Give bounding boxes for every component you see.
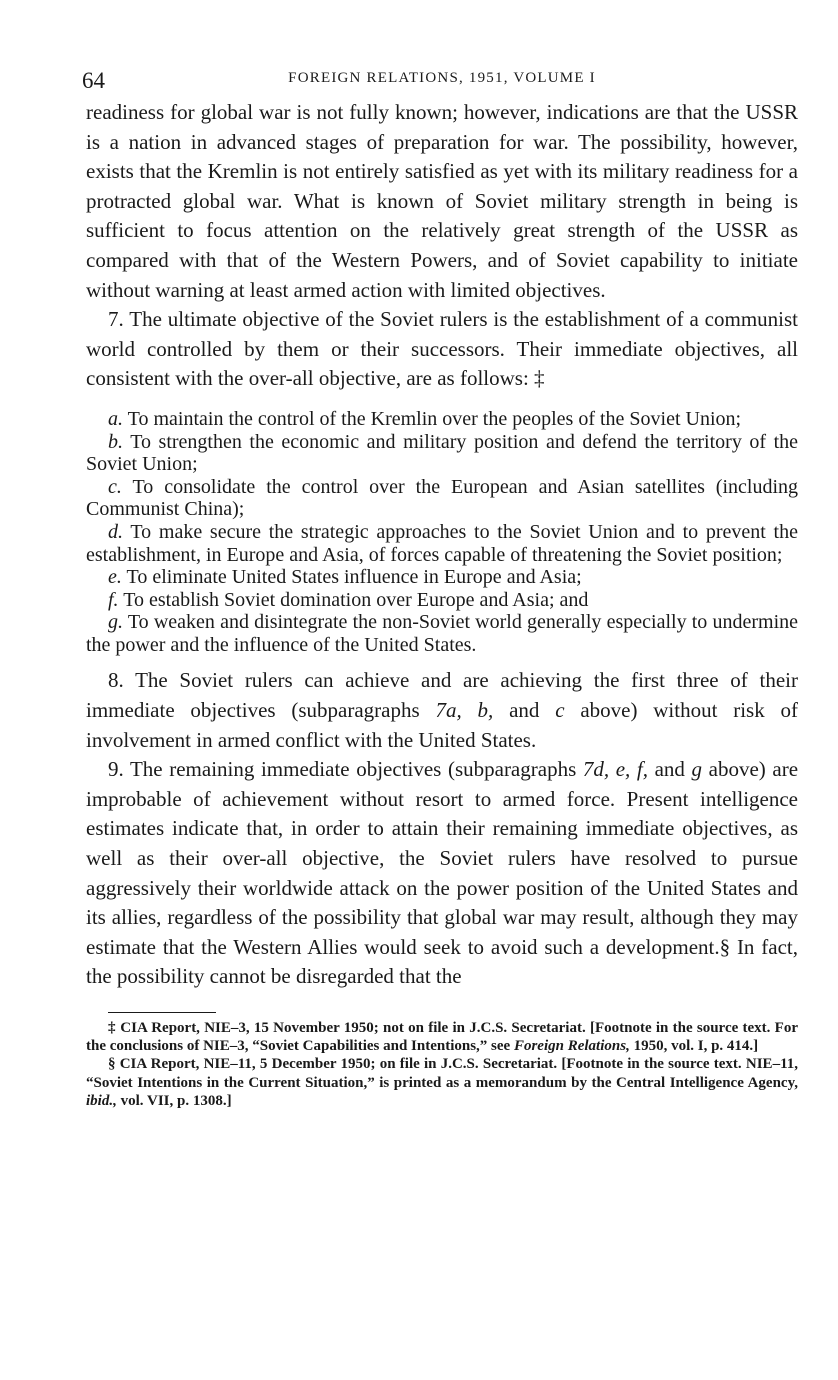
page-number: 64 xyxy=(82,68,105,93)
paragraph-9-ref-g: g xyxy=(691,757,703,782)
footnote-1 xyxy=(86,1019,798,1055)
footnote-2-tail: vol. VII, p. 1308.] xyxy=(116,1092,232,1109)
footnote-1-tail: 1950, vol. I, p. 414.] xyxy=(629,1038,759,1055)
paragraph-9-tail: above) are improbable of achievement without resort to armed force. Present intelligence estimates indicate that, in order to attain their remaining immediate objectives, as well as their over-all objective, the Soviet rulers have resolved to pursue aggressively their worldwide attack on the power position of the United States and its allies, regardless of the possibility that global war may result, although they may estimate that the Western Allies would seek to avoid such a development.§ In fact, the possibility cannot be disregarded that the xyxy=(86,757,799,989)
paragraph-8 xyxy=(86,666,798,755)
list-item xyxy=(86,611,798,656)
paragraph-continued: readiness for global war is not fully known; however, indications are that the USSR is a nation in advanced stages of preparation for war. The possibility, however, exists that the Kremlin is not entirely satisfied as yet with its military readiness for a protracted global war. What is known of Soviet military strength in being is sufficient to focus attention on the relatively great strength of the USSR as compared with that of the Western Powers, and of Soviet capability to initiate without warning at least armed action with limited objectives. xyxy=(86,100,798,302)
paragraph-8-tail: above) without risk of involvement in armed conflict with the United States. xyxy=(86,698,799,752)
list-item-text: To strengthen the economic and military position and defend the territory of the Soviet Union; xyxy=(86,430,798,476)
objectives-list xyxy=(86,408,798,657)
paragraph-9 xyxy=(86,755,798,992)
list-item-letter: b. xyxy=(108,430,123,453)
list-item-letter: f. xyxy=(108,588,119,611)
list-item-text: To consolidate the control over the European and Asian satellites (including Communist China); xyxy=(86,475,798,521)
footnote-2-italic: ibid., xyxy=(86,1092,117,1109)
list-item-text: To maintain the control of the Kremlin over the peoples of the Soviet Union; xyxy=(127,407,742,430)
paragraph-8-refs: 7a, b, xyxy=(435,698,494,723)
footnotes xyxy=(86,1019,798,1110)
paragraph-7: 7. The ultimate objective of the Soviet rulers is the establishment of a communist world controlled by them or their successors. Their immediate objectives, all consistent with the over-all objective, are as follows: ‡ xyxy=(86,307,798,391)
paragraph-8-ref-c: c xyxy=(555,698,565,723)
footnote-2-text: § CIA Report, NIE–11, 5 December 1950; on file in J.C.S. Secretariat. [Footnote in the source text. NIE–11, “Soviet Intentions in the Current Situation,” is printed as a memorandum by the Central Intelligence Agency, xyxy=(86,1056,798,1091)
list-item-text: To weaken and disintegrate the non-Soviet world generally especially to undermine the power and the influence of the United States. xyxy=(86,611,799,656)
footnote-1-italic: Foreign Relations, xyxy=(513,1038,630,1055)
body-text-continued xyxy=(86,666,798,992)
list-item-letter: d. xyxy=(108,520,123,543)
list-item-letter: c. xyxy=(108,475,122,498)
list-item-letter: e. xyxy=(108,566,122,589)
list-item-text: To establish Soviet domination over Europe and Asia; and xyxy=(123,588,589,611)
document-page xyxy=(82,58,799,1110)
running-title: FOREIGN RELATIONS, 1951, VOLUME I xyxy=(288,70,596,86)
list-item xyxy=(86,566,798,589)
paragraph-9-text: 9. The remaining immediate objectives (subparagraphs xyxy=(108,757,583,782)
paragraph-8-text: 8. The Soviet rulers can achieve and are achieving the first three of their immediate objectives (subparagraphs xyxy=(86,668,798,723)
paragraph-8-conj: and xyxy=(493,698,556,723)
footnote-1-text: ‡ CIA Report, NIE–3, 15 November 1950; not on file in J.C.S. Secretariat. [Footnote in the source text. For the conclusions of NIE–3, “Soviet Capabilities and Intentions,” see xyxy=(86,1020,798,1055)
paragraph-9-conj: and xyxy=(647,757,692,782)
list-item xyxy=(86,589,798,612)
list-item xyxy=(86,476,798,521)
list-item xyxy=(86,408,798,431)
paragraph-9-refs: 7d, e, f, xyxy=(582,757,648,782)
list-item xyxy=(86,521,798,566)
list-item-text: To eliminate United States influence in Europe and Asia; xyxy=(126,566,582,589)
list-item-text: To make secure the strategic approaches to the Soviet Union and to prevent the establishment, in Europe and Asia, of forces capable of threatening the Soviet position; xyxy=(86,520,798,566)
list-item xyxy=(86,431,798,476)
body-text xyxy=(86,98,798,394)
footnote-divider xyxy=(108,1012,216,1013)
list-item-letter: a. xyxy=(108,407,123,430)
list-item-letter: g. xyxy=(108,611,123,634)
page-header xyxy=(82,58,798,98)
footnote-2 xyxy=(86,1055,798,1110)
